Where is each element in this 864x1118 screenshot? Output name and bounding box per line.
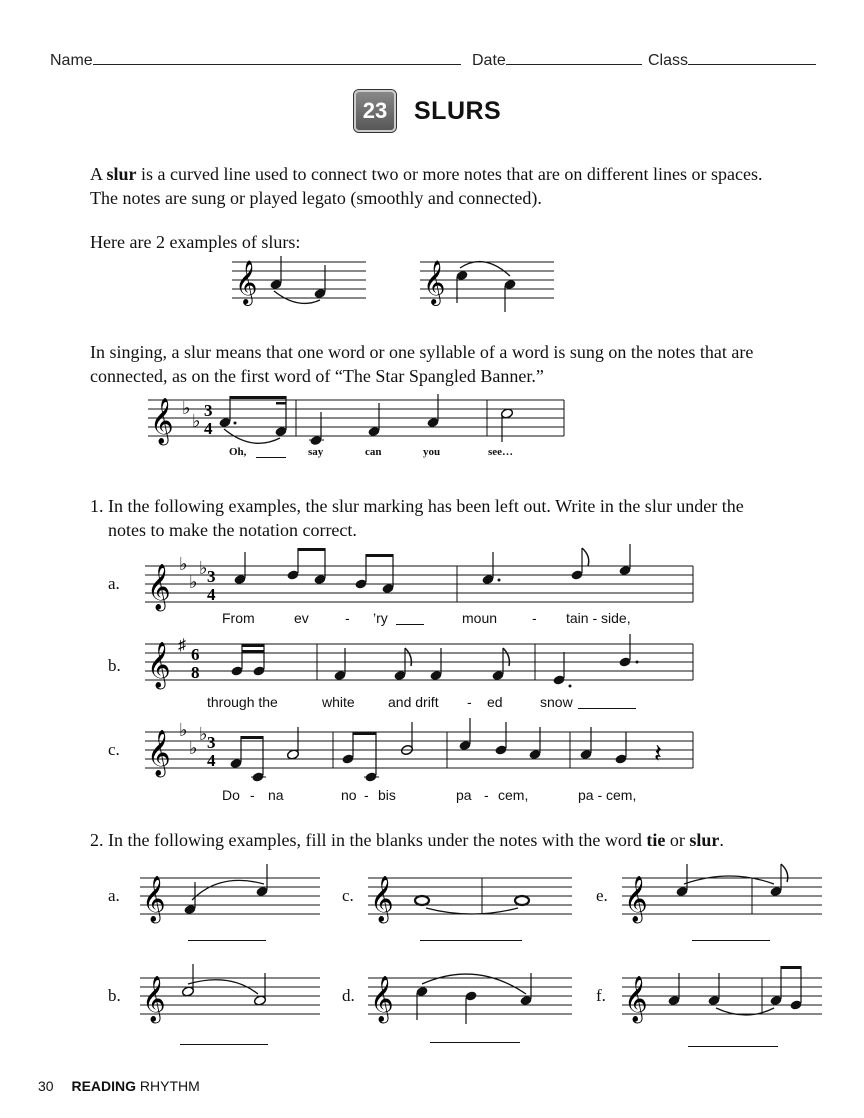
ex1-b-melisma [578, 708, 636, 709]
ex2-blank-a[interactable] [188, 940, 266, 941]
svg-text:4: 4 [207, 585, 216, 604]
svg-text:6: 6 [191, 645, 200, 664]
slur-example-2 [420, 258, 560, 314]
ex1-c-lyric-7: pa [456, 787, 472, 803]
date-field[interactable] [472, 50, 642, 70]
ex1-c-lyric-6: bis [378, 787, 396, 803]
ex1-a-lyric-1: From [222, 610, 255, 626]
svg-text:𝄞: 𝄞 [370, 976, 394, 1022]
svg-text:♭: ♭ [199, 558, 208, 578]
svg-text:♯: ♯ [178, 637, 186, 654]
ex2-label-a: a. [108, 886, 120, 905]
svg-text:𝄞: 𝄞 [142, 976, 166, 1022]
svg-text:♭: ♭ [179, 720, 188, 740]
slur-term: slur [106, 164, 137, 184]
svg-text:𝄞: 𝄞 [147, 642, 171, 688]
ex1-b-lyric-1: through the [207, 694, 278, 710]
ex1-staff-c [145, 722, 695, 786]
ex1-a-lyric-3: - [345, 610, 350, 626]
svg-text:𝄞: 𝄞 [624, 976, 648, 1022]
ex1-c-lyric-2: - [250, 787, 255, 803]
svg-text:♭: ♭ [192, 411, 201, 431]
page-title: SLURS [414, 97, 502, 125]
anthem-lyric-3: can [365, 446, 382, 458]
page-number: 30 [38, 1078, 54, 1094]
melisma-line [256, 457, 286, 458]
word-slur: slur [689, 830, 720, 850]
ex2-staff-a [140, 872, 322, 928]
svg-text:4: 4 [204, 419, 213, 438]
class-label: Class [648, 52, 689, 69]
ex1-a-lyric-4: ’ry [373, 610, 388, 626]
exercise1-instruction: 1. In the following examples, the slur marking has been left out. Write in the slur under the notes to make the notation correct. [90, 496, 744, 540]
ex1-label-c: c. [108, 740, 120, 759]
svg-text:♭: ♭ [189, 738, 198, 758]
ex2-staff-b [140, 972, 322, 1028]
svg-text:𝄞: 𝄞 [142, 876, 166, 922]
ex2-blank-f[interactable] [688, 1046, 778, 1047]
svg-text:4: 4 [207, 751, 216, 770]
svg-text:♭: ♭ [199, 724, 208, 744]
svg-text:♭: ♭ [179, 554, 188, 574]
name-label: Name [50, 52, 93, 69]
anthem-lyric-2: say [308, 446, 324, 458]
anthem-lyric-5: see… [488, 446, 514, 458]
ex1-staff-a [145, 556, 695, 616]
book-title-bold: READING [71, 1078, 137, 1094]
ex2-label-b: b. [108, 986, 121, 1005]
svg-text:𝄞: 𝄞 [370, 876, 394, 922]
ex2-blank-e[interactable] [692, 940, 770, 941]
svg-text:♭: ♭ [189, 572, 198, 592]
ex2-blank-c[interactable] [420, 940, 522, 941]
ex1-c-lyric-5: - [364, 787, 369, 803]
ex2-label-d: d. [342, 986, 355, 1005]
ex1-c-lyric-8: - [484, 787, 489, 803]
svg-text:𝄽: 𝄽 [654, 739, 662, 769]
ex1-c-lyric-10: pa - cem, [578, 787, 637, 803]
svg-text:3: 3 [207, 567, 216, 586]
ex1-b-lyric-3: and drift [388, 694, 439, 710]
ex2-label-e: e. [596, 886, 608, 905]
slur-example-1 [232, 258, 372, 314]
ex2-staff-d [368, 972, 574, 1028]
svg-text:𝄞: 𝄞 [423, 260, 446, 304]
exercise2-instruction: 2. In the following examples, fill in the blanks under the notes with the word tie or slur. [90, 830, 724, 850]
svg-text:♭: ♭ [182, 398, 191, 418]
svg-text:3: 3 [204, 401, 213, 420]
anthem-lyric-4: you [423, 446, 441, 458]
ex1-label-b: b. [108, 656, 121, 675]
ex2-blank-d[interactable] [430, 1042, 520, 1043]
ex1-c-lyric-4: no [341, 787, 357, 803]
svg-text:3: 3 [207, 733, 216, 752]
page-footer [38, 1078, 200, 1094]
anthem-lyric-1: Oh, [229, 446, 247, 458]
svg-text:8: 8 [191, 663, 200, 682]
ex2-staff-c [368, 872, 574, 928]
svg-text:𝄞: 𝄞 [150, 398, 174, 444]
ex1-a-lyric-6: - [532, 610, 537, 626]
ex2-blank-b[interactable] [180, 1044, 268, 1045]
ex2-staff-f [622, 972, 828, 1028]
lesson-number-badge: 23 [354, 90, 396, 132]
ex1-a-melisma [396, 624, 424, 625]
ex1-a-lyric-5: moun [462, 610, 498, 626]
ex2-staff-e [622, 872, 828, 928]
ex1-b-lyric-6: snow [540, 694, 573, 710]
ex1-c-lyric-9: cem, [498, 787, 529, 803]
ex1-label-a: a. [108, 574, 120, 593]
name-field[interactable] [50, 50, 461, 70]
svg-text:𝄞: 𝄞 [624, 876, 648, 922]
ex1-a-lyric-2: ev [294, 610, 309, 626]
ex1-b-lyric-2: white [322, 694, 355, 710]
ex1-b-lyric-5: ed [487, 694, 503, 710]
ex1-c-lyric-3: na [268, 787, 284, 803]
book-title-rest: RHYTHM [136, 1078, 200, 1094]
ex1-a-lyric-7: tain - side, [566, 610, 631, 626]
svg-text:𝄞: 𝄞 [147, 730, 171, 776]
date-label: Date [472, 52, 506, 69]
svg-text:𝄞: 𝄞 [147, 564, 171, 610]
class-field[interactable] [648, 50, 816, 70]
singing-paragraph: In singing, a slur means that one word or one syllable of a word is sung on the notes that are connected, as on the first word of “The Star Spangled Banner.” [90, 342, 754, 386]
ex2-label-f: f. [596, 986, 606, 1005]
word-tie: tie [646, 830, 666, 850]
ex1-staff-b [145, 634, 695, 694]
ex1-c-lyric-1: Do [222, 787, 240, 803]
ex2-label-c: c. [342, 886, 354, 905]
svg-text:𝄞: 𝄞 [235, 260, 258, 304]
ex1-b-lyric-4: - [467, 694, 472, 710]
intro-paragraph: A slur is a curved line used to connect two or more notes that are on different lines or spaces. The notes are sung or played legato (smoothly and connected). [90, 164, 763, 208]
examples-intro: Here are 2 examples of slurs: [90, 232, 301, 252]
